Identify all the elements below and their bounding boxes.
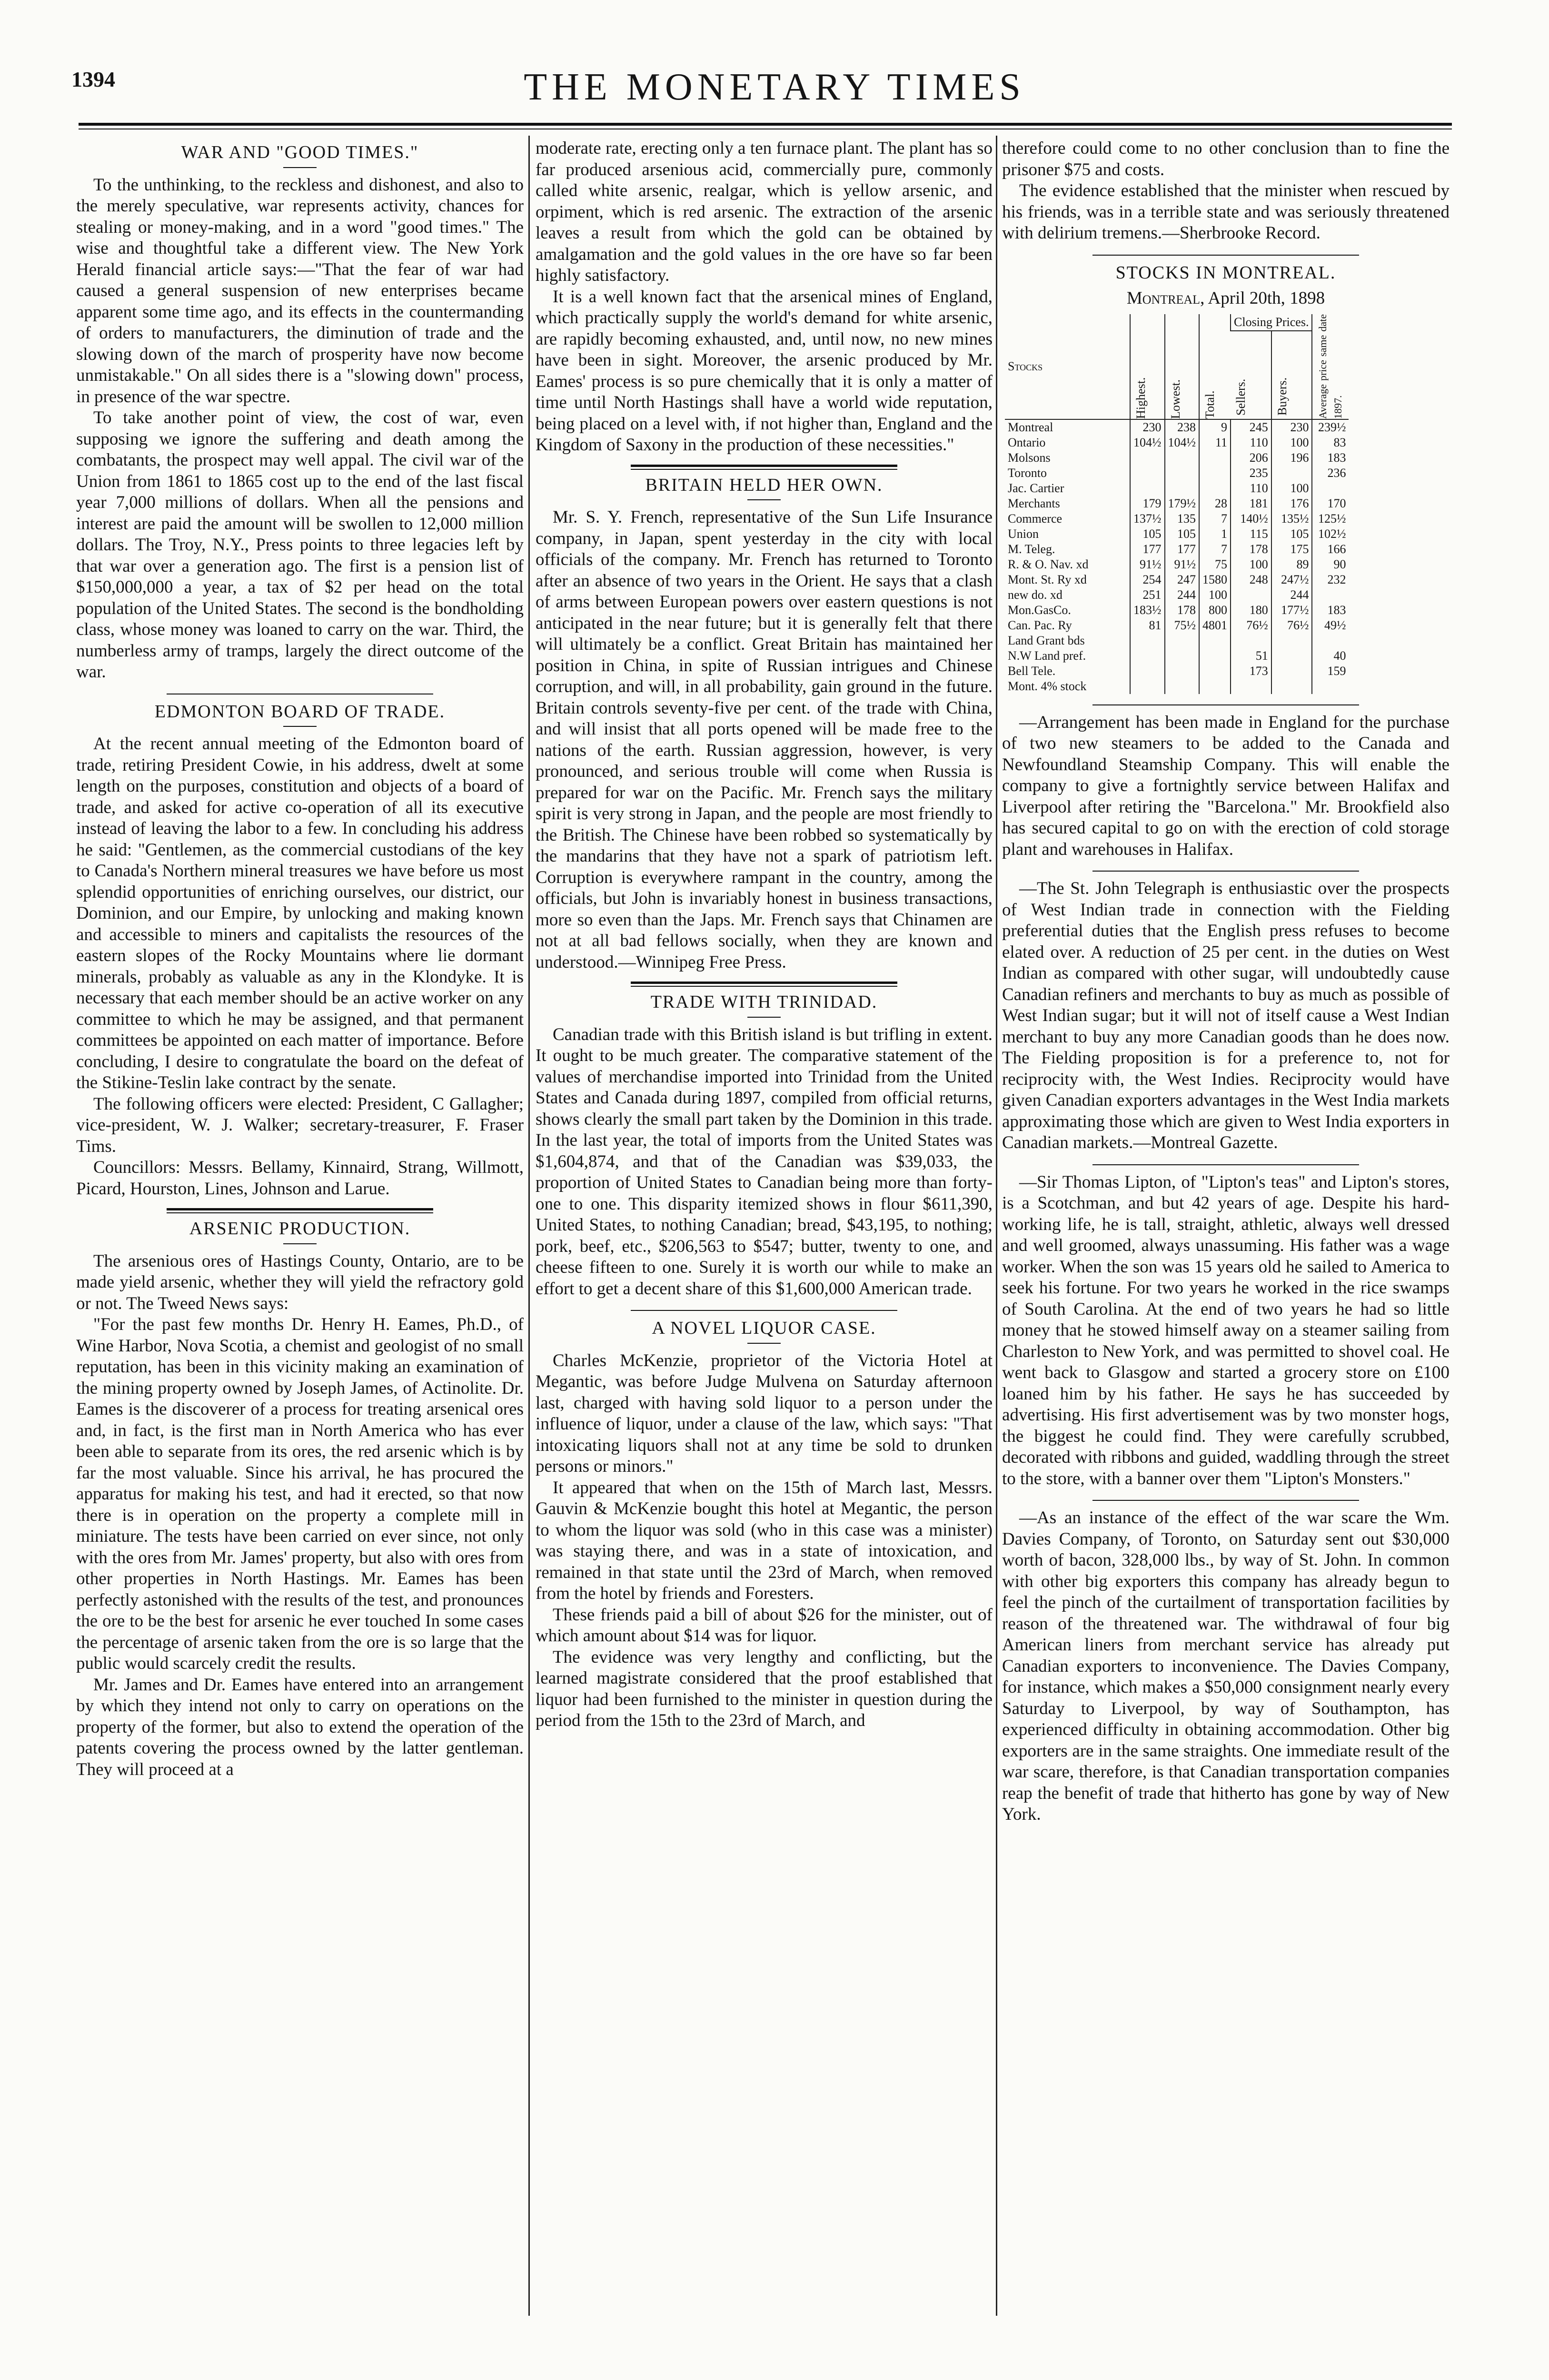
stock-value <box>1165 664 1200 679</box>
stocks-table-body <box>1005 419 1349 694</box>
average-col-header: Average price same date 1897. <box>1312 314 1349 419</box>
column-divider-2 <box>996 136 997 2316</box>
stock-value: 254 <box>1130 572 1165 587</box>
stock-name: new do. xd <box>1008 587 1062 602</box>
stock-value: 245 <box>1231 419 1271 435</box>
column-1 <box>76 138 524 2318</box>
article-paragraph: These friends paid a bill of about $26 for the minister, out of which amount about $14 was for liquor. <box>536 1605 993 1646</box>
stock-value <box>1199 664 1231 679</box>
stock-value: 1580 <box>1199 572 1231 587</box>
stock-value <box>1271 466 1312 481</box>
stock-value: 244 <box>1271 587 1312 603</box>
stock-value: 91½ <box>1130 557 1165 572</box>
stock-value: 166 <box>1312 542 1349 557</box>
stock-name: Jac. Cartier <box>1008 481 1064 495</box>
article-paragraph: Mr. James and Dr. Eames have entered into an arrangement by which they intend not only to carry on operations on the property of the former, but also to extend the operation of the patents covering the process owned by the latter gentleman. They will proceed at a <box>76 1675 524 1779</box>
stock-value: 81 <box>1130 618 1165 633</box>
stock-name: N.W Land pref. <box>1008 648 1086 663</box>
article-paragraph: The evidence established that the minister when rescued by his friends, was in a terrible state and was seriously threatened with delirium tremens.—Sherbrooke Record. <box>1002 181 1450 243</box>
stocks-title: STOCKS IN MONTREAL. <box>1115 262 1336 283</box>
closing-prices-header: Closing Prices. <box>1231 314 1312 331</box>
stock-value: 236 <box>1312 466 1349 481</box>
article-title-edmonton: EDMONTON BOARD OF TRADE. <box>154 701 446 722</box>
stock-value: 183 <box>1312 450 1349 466</box>
column-2 <box>536 138 993 2318</box>
stock-value: 196 <box>1271 450 1312 466</box>
stock-name: Ontario <box>1008 435 1046 449</box>
stock-value: 100 <box>1231 557 1271 572</box>
stock-value: 244 <box>1165 587 1200 603</box>
stock-value <box>1312 587 1349 603</box>
stock-value: 105 <box>1165 526 1200 542</box>
section-divider <box>1092 255 1359 256</box>
stock-value <box>1199 648 1231 664</box>
stock-value: 239½ <box>1312 419 1349 435</box>
stock-value: 176 <box>1271 496 1312 511</box>
stock-value: 248 <box>1231 572 1271 587</box>
stock-value <box>1312 481 1349 496</box>
stock-value: 28 <box>1199 496 1231 511</box>
stock-value: 75 <box>1199 557 1231 572</box>
stock-value: 100 <box>1271 435 1312 450</box>
stock-value: 181 <box>1231 496 1271 511</box>
stock-value: 135½ <box>1271 511 1312 526</box>
stock-value: 140½ <box>1231 511 1271 526</box>
stock-value: 104½ <box>1130 435 1165 450</box>
stock-name: Union <box>1008 526 1039 541</box>
lowest-col-header: Lowest. <box>1165 314 1200 419</box>
stock-value: 76½ <box>1231 618 1271 633</box>
stock-name: Molsons <box>1008 450 1051 465</box>
stocks-dateline-date: , April 20th, 1898 <box>1200 288 1325 308</box>
title-underline <box>283 726 317 727</box>
article-paragraph: "For the past few months Dr. Henry H. Eames, Ph.D., of Wine Harbor, Nova Scotia, a chemist and geologist of no small reputation, has been in this vicinity making an examination of the mining property owned by Joseph James, of Actinolite. Dr. Eames is the discoverer of a process for treating arsenical ores and, in fact, is the first man in North America who has ever been able to separate from its ores, the red arsenic which is by far the most valuable. Since his arrival, he has procured the apparatus for making his test, and had it erected, so that now there is in operation on the property a complete mill in miniature. The tests have been carried on ever since, not only with the ores from Mr. James' property, but also with ores from other properties in North Hastings. Mr. Eames has been perfectly astonished with the results of the test, and pronounces the ore to be the best for arsenic he ever touched In some cases the percentage of arsenic taken from the ore is so large that the public would scarcely credit the results. <box>76 1315 524 1673</box>
news-item: —Sir Thomas Lipton, of "Lipton's teas" and Lipton's stores, is a Scotchman, and but 42 years of age. Despite his hard-working life, he is tall, straight, athletic, always well dressed and well groomed, always unassuming. His father was a wage worker. When the son was 15 years old he sailed to America to seek his fortune. For two years he worked in the rice swamps of South Carolina. At the end of two years he had so little money that he stowed himself away on a steamer sailing from Charleston to New York, and was permitted to shovel coal. He went back to Glasgow and started a grocery store on £100 loaned him by his father. He says he has succeeded by advertising. His first advertisement was by two monster hogs, the biggest he could find. They were carefully scrubbed, decorated with ribbons and guided, waddling through the street to the store, with a banner over them "Lipton's Monsters." <box>1002 1172 1450 1488</box>
stock-name: Bell Tele. <box>1008 664 1056 678</box>
stock-value <box>1271 633 1312 648</box>
stock-value <box>1165 466 1200 481</box>
stock-value <box>1199 481 1231 496</box>
stock-row <box>1005 542 1349 557</box>
stock-value <box>1130 648 1165 664</box>
stocks-dateline <box>1002 288 1450 309</box>
stock-name: Mont. St. Ry xd <box>1008 572 1087 586</box>
article-paragraph: therefore could come to no other conclusion than to fine the prisoner $75 and costs. <box>1002 139 1450 179</box>
stock-value: 90 <box>1312 557 1349 572</box>
title-underline <box>747 1343 781 1344</box>
stock-value: 232 <box>1312 572 1349 587</box>
stock-value <box>1165 679 1200 694</box>
stock-value <box>1312 679 1349 694</box>
section-divider <box>1092 1500 1359 1501</box>
stock-value: 110 <box>1231 481 1271 496</box>
stock-row <box>1005 511 1349 526</box>
article-paragraph: Mr. S. Y. French, representative of the Sun Life Insurance company, in Japan, spent yesterday in the city with local officials of the company. Mr. French has returned to Toronto after an absence of two years in the Orient. He says that a clash of arms between European powers over eastern questions is not anticipated in the near future; but it is generally felt that there will ultimately be a conflict. Great Britain has maintained her position in China, in spite of Russian intrigues and Chinese corruption, and will, in all probability, gain ground in the future. Britain controls seventy-five per cent. of the trade with China, and will insist that all ports opened will be made free to the nations of the earth. Russian aggression, however, is very pronounced, and serious trouble will come when Russia is prepared for war on the Pacific. Mr. French says the military spirit is very strong in Japan, and the people are most friendly to the British. The Chinese have been robbed so systematically by the mandarins that they have not a spark of patriotism left. Corruption is everywhere rampant in the country, among the officials, but John is invariably honest in business transactions, more so even than the Japs. Mr. French says that Chinamen are not at all bad fellows socially, when they are known and understood.—Winnipeg Free Press. <box>536 507 993 972</box>
stock-row <box>1005 603 1349 618</box>
article-paragraph: The arsenious ores of Hastings County, Ontario, are to be made yield arsenic, whether they will yield the refractory gold or not. The Tweed News says: <box>76 1251 524 1313</box>
stock-value <box>1271 679 1312 694</box>
stock-value <box>1130 450 1165 466</box>
stock-row <box>1005 526 1349 542</box>
stock-value: 180 <box>1231 603 1271 618</box>
stock-value <box>1165 481 1200 496</box>
stock-value: 178 <box>1231 542 1271 557</box>
stock-value: 105 <box>1130 526 1165 542</box>
stock-row <box>1005 587 1349 603</box>
stock-row <box>1005 450 1349 466</box>
article-paragraph: At the recent annual meeting of the Edmonton board of trade, retiring President Cowie, in his address, dwelt at some length on the purposes, constitution and objects of a board of trade, and asked for active co-operation of all its executive instead of leaving the labor to a few. In concluding his address he said: "Gentlemen, as the commercial custodians of the key to Canada's Northern mineral treasures we have before us most splendid opportunities of enriching ourselves, our district, our Dominion, and our Empire, by unlocking and making known and accessible to miners and capitalists the resources of the eastern slopes of the Rocky Mountains where lie dormant minerals, probably as valuable as any in the Klondyke. It is necessary that each member should be an active worker on any committee to which he may be assigned, and that permanent committees be appointed on each matter of importance. Before concluding, I desire to congratulate the board on the defeat of the Stikine-Teslin lake contract by the senate. <box>76 734 524 1092</box>
stock-value <box>1130 664 1165 679</box>
stock-value: 251 <box>1130 587 1165 603</box>
article-paragraph: To take another point of view, the cost of war, even supposing we ignore the suffering and death among the combatants, the prospect may well appal. The civil war of the Union from 1861 to 1865 cost up to the end of the last fiscal year 7,000 millions of dollars. When all the pensions and interest are paid the amount will be swollen to 12,000 million dollars. The Troy, N.Y., Press points to three legacies left by that war over a generation ago. The first is a pension list of $150,000,000 a year, a tax of $2 per head on the total population of the United States. The second is the bondholding class, whose money was loaned to carry on the war. Third, the numberless army of tramps, largely the direct outcome of the war. <box>76 408 524 682</box>
stock-value: 1 <box>1199 526 1231 542</box>
title-underline <box>283 167 317 168</box>
stock-value: 49½ <box>1312 618 1349 633</box>
stock-value: 9 <box>1199 419 1231 435</box>
buyers-col-header: Buyers. <box>1271 331 1312 419</box>
stock-value: 7 <box>1199 511 1231 526</box>
stock-value <box>1165 450 1200 466</box>
stock-value: 40 <box>1312 648 1349 664</box>
stock-value: 800 <box>1199 603 1231 618</box>
stock-value: 83 <box>1312 435 1349 450</box>
stock-value: 247 <box>1165 572 1200 587</box>
stock-value: 105 <box>1271 526 1312 542</box>
article-paragraph: To the unthinking, to the reckless and dishonest, and also to the merely speculative, war represents activity, chances for stealing or money-making, and in a word "good times." The wise and thoughtful take a different view. The New York Herald financial article says:—"That the fear of war had caused a general suspension of new enterprises became apparent some time ago, and its effects in the countermanding of orders to manufacturers, the diminution of trade and the slowing down of the march of prosperity have now become unmistakable." On all sides there is a "slowing down" process, in presence of the war spectre. <box>76 175 524 407</box>
stock-value <box>1130 481 1165 496</box>
stock-value <box>1312 633 1349 648</box>
stock-value: 179 <box>1130 496 1165 511</box>
stock-value: 110 <box>1231 435 1271 450</box>
stock-value <box>1165 648 1200 664</box>
stock-value <box>1130 466 1165 481</box>
stock-name: Land Grant bds <box>1008 633 1085 647</box>
article-title-war: WAR AND "GOOD TIMES." <box>181 142 419 162</box>
stock-value: 91½ <box>1165 557 1200 572</box>
stock-value: 76½ <box>1271 618 1312 633</box>
stock-value: 51 <box>1231 648 1271 664</box>
article-paragraph: It appeared that when on the 15th of March last, Messrs. Gauvin & McKenzie bought this hotel at Megantic, the person to whom the liquor was sold (who in this case was a minister) was staying there, and was in a state of intoxication, and remained in that state until the 23rd of March, when removed from the hotel by friends and Foresters. <box>536 1478 993 1603</box>
stock-name: Montreal <box>1008 420 1053 434</box>
article-paragraph: It is a well known fact that the arsenical mines of England, which practically supply the world's demand for white arsenic, are rapidly becoming exhausted, and, until now, no new mines have been in sight. Moreover, the arsenic produced by Mr. Eames' process is so pure chemically that it is only a matter of time until North Hastings shall have a world wide reputation, being placed on a level with, if not higher than, England and the Kingdom of Saxony in the production of these necessities." <box>536 287 993 455</box>
stock-value: 170 <box>1312 496 1349 511</box>
stock-value: 135 <box>1165 511 1200 526</box>
stock-value: 100 <box>1271 481 1312 496</box>
article-paragraph: The evidence was very lengthy and conflicting, but the learned magistrate considered that the proof established that liquor had been furnished to the minister in question during the period from the 15th to the 23rd of March, and <box>536 1647 993 1730</box>
stock-value: 7 <box>1199 542 1231 557</box>
stock-value: 230 <box>1130 419 1165 435</box>
stock-row <box>1005 557 1349 572</box>
stock-value: 183 <box>1312 603 1349 618</box>
section-divider-double <box>631 465 897 470</box>
article-paragraph: Charles McKenzie, proprietor of the Victoria Hotel at Megantic, was before Judge Mulvena on Saturday afternoon last, charged with having sold liquor to a person under the influence of liquor, under a clause of the law, which says: "That intoxicating liquors shall not at any time be sold to drunken persons or minors." <box>536 1350 993 1476</box>
title-underline <box>747 499 781 500</box>
stock-name: Toronto <box>1008 466 1047 480</box>
article-paragraph: The following officers were elected: President, C Gallagher; vice-president, W. J. Walker; secretary-treasurer, F. Fraser Tims. <box>76 1094 524 1156</box>
section-divider <box>1092 1164 1359 1165</box>
stock-name: R. & O. Nav. xd <box>1008 557 1089 571</box>
stock-name: Mont. 4% stock <box>1008 679 1087 693</box>
stock-value <box>1231 587 1271 603</box>
stock-row <box>1005 633 1349 648</box>
stock-value <box>1130 679 1165 694</box>
stock-name: M. Teleg. <box>1008 542 1055 556</box>
stock-row <box>1005 648 1349 664</box>
stocks-dateline-place: Montreal <box>1126 288 1201 308</box>
page-number: 1394 <box>71 67 115 91</box>
stock-value <box>1130 633 1165 648</box>
stock-row <box>1005 679 1349 694</box>
masthead-rule-thick <box>79 123 1452 126</box>
column-3 <box>1002 138 1450 2318</box>
section-divider <box>1092 871 1359 872</box>
stock-value: 238 <box>1165 419 1200 435</box>
stock-value: 89 <box>1271 557 1312 572</box>
stock-name: Commerce <box>1008 511 1062 526</box>
stock-value: 104½ <box>1165 435 1200 450</box>
sellers-col-header: Sellers. <box>1231 331 1271 419</box>
stock-row <box>1005 572 1349 587</box>
stock-value <box>1199 450 1231 466</box>
stock-value: 159 <box>1312 664 1349 679</box>
article-title-arsenic: ARSENIC PRODUCTION. <box>189 1219 411 1239</box>
stock-value: 125½ <box>1312 511 1349 526</box>
section-divider-double <box>631 982 897 987</box>
stock-name: Merchants <box>1008 496 1060 510</box>
title-underline <box>747 1017 781 1018</box>
article-paragraph: moderate rate, erecting only a ten furnace plant. The plant has so far produced arsenious acid, commercially pure, commonly called white arsenic, realgar, which is yellow arsenic, and orpiment, which is red arsenic. The extraction of the arsenic leaves a result from which the gold can be obtained by amalgamation and the gold values in the ore have so far been highly satisfactory. <box>536 139 993 285</box>
stock-value <box>1165 633 1200 648</box>
stock-value: 100 <box>1199 587 1231 603</box>
stock-value: 75½ <box>1165 618 1200 633</box>
stock-value: 11 <box>1199 435 1231 450</box>
stock-value: 247½ <box>1271 572 1312 587</box>
stock-value <box>1199 633 1231 648</box>
stock-value <box>1271 648 1312 664</box>
stock-row <box>1005 496 1349 511</box>
stock-row <box>1005 419 1349 435</box>
stock-row <box>1005 664 1349 679</box>
stock-row <box>1005 618 1349 633</box>
section-divider <box>631 1310 897 1311</box>
stocks-table <box>1005 314 1349 694</box>
stock-value: 115 <box>1231 526 1271 542</box>
stock-value: 177 <box>1130 542 1165 557</box>
article-paragraph: Canadian trade with this British island is but trifling in extent. It ought to be much greater. The comparative statement of the values of merchandise imported into Trinidad from the United States and Canada during 1897, compiled from official returns, shows clearly the small part taken by the Dominion in this trade. In the last year, the total of imports from the United States was $1,604,874, and that of the Canadian was $39,033, the proportion of United States to Canadian being more than forty-one to one. This disparity itemized shows in flour $611,390, United States, to nothing Canadian; bread, $43,195, to nothing; pork, beef, etc., $206,563 to $547; butter, twenty to one, and cheese fifteen to one. Surely it is worth our while to make an effort to get a decent share of this $1,600,000 American trade. <box>536 1024 993 1299</box>
stock-value <box>1199 466 1231 481</box>
stock-value: 177 <box>1165 542 1200 557</box>
column-divider-1 <box>528 136 530 2316</box>
title-underline <box>283 1243 317 1244</box>
stock-value: 230 <box>1271 419 1312 435</box>
article-paragraph: Councillors: Messrs. Bellamy, Kinnaird, Strang, Willmott, Picard, Hourston, Lines, Johnson and Larue. <box>76 1158 524 1199</box>
news-item: —As an instance of the effect of the war scare the Wm. Davies Company, of Toronto, on Saturday sent out $30,000 worth of bacon, 328,000 lbs., by way of St. John. In common with other big exporters this company has already begun to feel the pinch of the curtailment of transportation facilities by reason of the threatened war. The withdrawal of four big American liners from merchant service has already put Canadian exporters to inconvenience. The Davies Company, for instance, which makes a $50,000 consignment nearly every Saturday to Liverpool, by way of Southampton, has experienced difficulty in obtaining accommodation. Other big exporters are in the same straights. One immediate result of the war scare, therefore, is that Canadian transportation companies reap the benefit of trade that hitherto has gone by way of New York. <box>1002 1508 1450 1824</box>
stock-value: 175 <box>1271 542 1312 557</box>
stock-value: 4801 <box>1199 618 1231 633</box>
stock-value: 206 <box>1231 450 1271 466</box>
stock-row <box>1005 435 1349 450</box>
article-title-trinidad: TRADE WITH TRINIDAD. <box>650 992 878 1012</box>
stock-value: 102½ <box>1312 526 1349 542</box>
highest-col-header: Highest. <box>1130 314 1165 419</box>
stock-value: 177½ <box>1271 603 1312 618</box>
masthead: THE MONETARY TIMES <box>524 66 1025 108</box>
news-item: —The St. John Telegraph is enthusiastic over the prospects of West Indian trade in connection with the Fielding preferential duties that the English press refuses to become elated over. A reduction of 25 per cent. in the duties on West Indian as compared with other sugar, will undoubtedly cause Canadian refiners and merchants to buy as much as possible of West Indian sugar; but it will not of itself cause a West Indian merchant to buy any more Canadian goods than he does now. The Fielding proposition is for a preference to, not for reciprocity with, the West Indies. Reciprocity would have given Canadian exporters advantages in the West India markets approximating those which are given to West India exporters in Canadian markets.—Montreal Gazette. <box>1002 879 1450 1152</box>
article-title-liquor: A NOVEL LIQUOR CASE. <box>652 1318 876 1338</box>
stock-value: 179½ <box>1165 496 1200 511</box>
stock-name: Mon.GasCo. <box>1008 603 1071 617</box>
total-col-header: Total. <box>1199 314 1231 419</box>
stock-row <box>1005 466 1349 481</box>
section-divider <box>1092 704 1359 705</box>
stock-value: 137½ <box>1130 511 1165 526</box>
news-item: —Arrangement has been made in England for the purchase of two new steamers to be added to the Canada and Newfoundland Steamship Company. This will enable the company to give a fortnightly service between Halifax and Liverpool after retiring the "Barcelona." Mr. Brookfield also has secured capital to go on with the erection of cold storage plant and warehouses in Halifax. <box>1002 712 1450 859</box>
section-divider-double <box>167 1208 433 1213</box>
stocks-col-header: Stocks <box>1005 314 1130 419</box>
stock-name: Can. Pac. Ry <box>1008 618 1072 632</box>
stock-value <box>1231 633 1271 648</box>
stock-value: 173 <box>1231 664 1271 679</box>
stock-value: 178 <box>1165 603 1200 618</box>
stock-value <box>1271 664 1312 679</box>
stock-row <box>1005 481 1349 496</box>
stock-value <box>1199 679 1231 694</box>
article-title-britain: BRITAIN HELD HER OWN. <box>645 475 883 495</box>
stock-value: 183½ <box>1130 603 1165 618</box>
stock-value <box>1231 679 1271 694</box>
stock-value: 235 <box>1231 466 1271 481</box>
